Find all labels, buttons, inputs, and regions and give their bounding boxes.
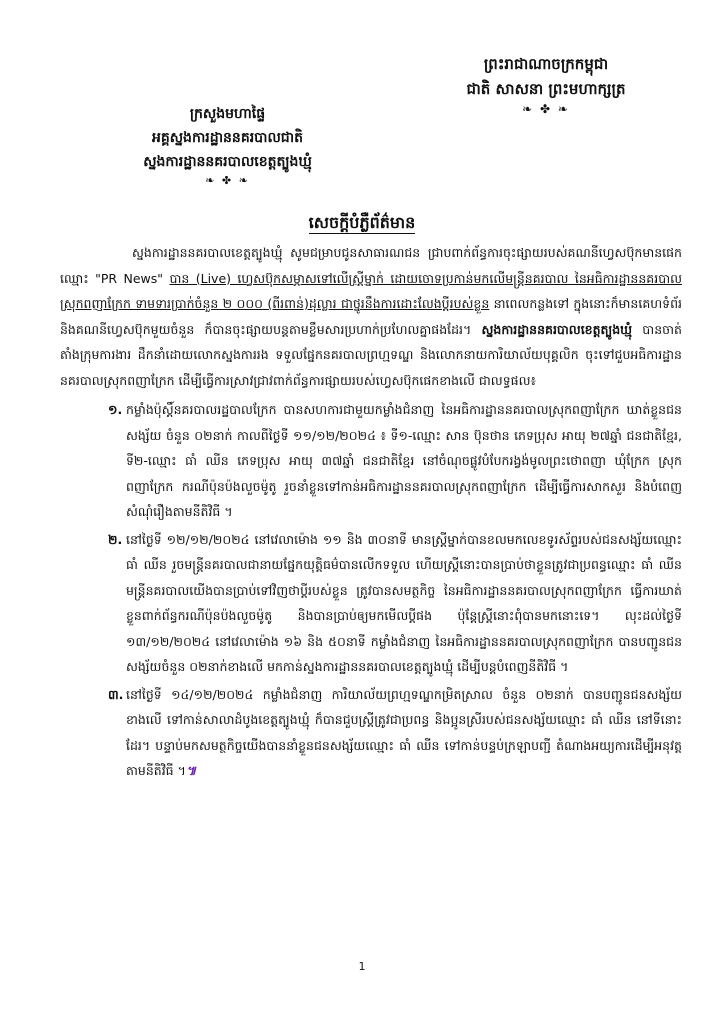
finding-item-3 [60,682,682,784]
document-body [60,240,682,786]
national-motto: ជាតិ សាសនា ព្រះមហាក្សត្រ [466,80,626,98]
end-mark: ៕ [185,763,197,778]
kingdom-name: ព្រះរាជាណាចក្រកម្ពុជា [483,55,609,73]
general-commissariat: អគ្គស្នងការដ្ឋាននគរបាលជាតិ [151,130,304,146]
intro-bold-agency: ស្នងការដ្ឋាននគរបាលខេត្តត្បូងឃ្មុំ [481,321,633,337]
finding-number: ៣. [108,686,124,702]
intro-text-3: បានចាត់តាំងក្រុមការងារ ដឹកនាំដោយលោកស្នងការរង ទទួលផ្នែកនគរបាលព្រហ្មទណ្ឌ និងលោកនាយការិយាល័យបុគ្គលិក ចុះទៅជួបអធិការដ្ឋាននគរបាលស្រុកពញាក្រែក ដើម្បីធ្វើការស្រាវជ្រាវពាក់ព័ន្ធការផ្សាយរបស់ហ្វេសប៊ុកផេកខាងលើ ជាលទ្ធផល៖ [60,321,682,388]
finding-item-2 [60,527,682,680]
intro-underlined-claim: បាន (Live) ហ្វេសប៊ុកសម្ភាសទៅលើស្ត្រីម្នាក់ ដោយចោទប្រកាន់មកលើមន្ត្រីនគរបាល នៃអធិការដ្ឋាននគរបាលស្រុកពញាក្រែក ទាមទារប្រាក់ចំនួន ២ ០០០ (ពីរពាន់)ដុល្លារ ជាថ្នូរនឹងការដោះលែងប្តីរបស់ខ្លួន [60,270,682,311]
finding-number: ២. [108,531,123,547]
intro-text-1: ស្នងការដ្ឋាននគរបាលខេត្តត្បូងឃ្មុំ សូមជម្រាបជូនសាធារណជន ជ្រាបពាក់ព័ន្ធការចុះផ្សាយរបស់គណនីហ្វេសប៊ុកមានផេកឈ្មោះ "PR News" [60,245,682,286]
page-number: 1 [358,960,366,973]
ministry-header [120,102,335,188]
kingdom-ornament: ❧ ✤ ❧ [522,102,570,116]
ministry-ornament: ❧ ✤ ❧ [205,174,250,187]
document-title-text: សេចក្តីបំភ្លឺព័ត៌មាន [308,213,416,232]
finding-number: ១. [108,402,123,417]
provincial-commissariat: ស្នងការដ្ឋាននគរបាលខេត្តត្បូងឃ្មុំ [143,154,312,170]
finding-item-1 [60,397,682,525]
kingdom-header [446,52,646,116]
finding-text: នៅថ្ងៃទី ១២/១២/២០២៤ នៅវេលាម៉ោង ១១ និង ៣០នាទី មានស្ត្រីម្នាក់បានខលមកលេខទូរស័ព្ទរបស់ជនសង្ស័យឈ្មោះ ធាំ ឈីន រួចមន្ត្រីនគរបាលជានាយផ្នែកយុត្តិធម៌បានលើកទទួល ហើយស្ត្រីនោះបានប្រាប់ថាខ្លួនត្រូវជាប្រពន្ធឈ្មោះ ធាំ ឈីន មន្ត្រីនគរបាលយើងបានប្រាប់ទៅវិញថាប្តីរបស់ខ្លួន ត្រូវបានសមត្ថកិច្ច នៃអធិការដ្ឋាននគរបាលស្រុកពញាក្រែក ធ្វើការឃាត់ខ្លួនពាក់ព័ន្ធករណីប៉ុនប៉ងលួចម៉ូតូ និងបានប្រាប់ឲ្យមកមើលប្តីផង ប៉ុន្តែស្ត្រីនោះពុំបានមកនោះទេ។ លុះដល់ថ្ងៃទី ១៣/១២/២០២៤ នៅវេលាម៉ោង ១៦ និង ៥០នាទី កម្លាំងជំនាញ នៃអធិការដ្ឋាននគរបាលស្រុកពញាក្រែក បានបញ្ជូនជនសង្ស័យចំនួន ០២នាក់ខាងលើ មកកាន់ស្នងការដ្ឋាននគរបាលខេត្តត្បូងឃ្មុំ ដើម្បីបន្តបំពេញនីតិវិធី ។ [126,531,682,674]
intro-text-2: នាពេលកន្លងទៅ ក្នុងនោះក៏មានគេហទំព័រ និងគណនីហ្វេសប៊ុកមួយចំនួន ក៏បានចុះផ្សាយបន្តតាមខ្លឹមសារប្រហាក់ប្រហែលគ្នាផងដែរ។ [60,296,683,337]
findings-list [60,397,682,784]
finding-text: នៅថ្ងៃទី ១៤/១២/២០២៤ កម្លាំងជំនាញ ការិយាល័យព្រហ្មទណ្ឌកម្រិតស្រាល ចំនួន ០២នាក់ បានបញ្ជូនជនសង្ស័យខាងលើ ទៅកាន់សាលាដំបូងខេត្តត្បូងឃ្មុំ ក៏បានជួបស្ត្រីត្រូវជាប្រពន្ធ និងប្អូនស្រីរបស់ជនសង្ស័យឈ្មោះ ធាំ ឈីន នៅទីនោះដែរ។ បន្ទាប់មកសមត្ថកិច្ចយើងបាននាំខ្លួនជនសង្ស័យឈ្មោះ ធាំ ឈីន ទៅកាន់បន្ទប់ក្រឡាបញ្ជី តំណាងអយ្យការដើម្បីអនុវត្តតាមនីតិវិធី ។ [126,686,682,778]
document-title [0,212,724,236]
finding-text: កម្លាំងប៉ុស្តិ៍នគរបាលរដ្ឋបាលក្រែក បានសហការជាមួយកម្លាំងជំនាញ នៃអធិការដ្ឋាននគរបាលស្រុកពញាក្រែក ឃាត់ខ្លួនជនសង្ស័យ ចំនួន ០២នាក់ កាលពីថ្ងៃទី ១១/១២/២០២៤ ៖ ទី១-ឈ្មោះ សាន ប៊ុនថាន ភេទប្រុស អាយុ ២៧ឆ្នាំ ជនជាតិខ្មែរ, ទី២-ឈ្មោះ ធាំ ឈីន ភេទប្រុស អាយុ ៣៧ឆ្នាំ ជនជាតិខ្មែរ នៅចំណុចផ្លូវបំបែករង្វង់មូលព្រះថោពញា ឃុំក្រែក ស្រុកពញាក្រែក ករណីប៉ុនប៉ងលួចម៉ូតូ រួចនាំខ្លួនទៅកាន់អធិការដ្ឋាននគរបាលស្រុកពញាក្រែក ដើម្បីធ្វើការសាកសួរ និងបំពេញសំណុំរឿងតាមនីតិវិធី ។ [126,402,682,519]
ministry-name: ក្រសួងមហាផ្ទៃ [189,106,266,122]
intro-paragraph [60,240,682,393]
